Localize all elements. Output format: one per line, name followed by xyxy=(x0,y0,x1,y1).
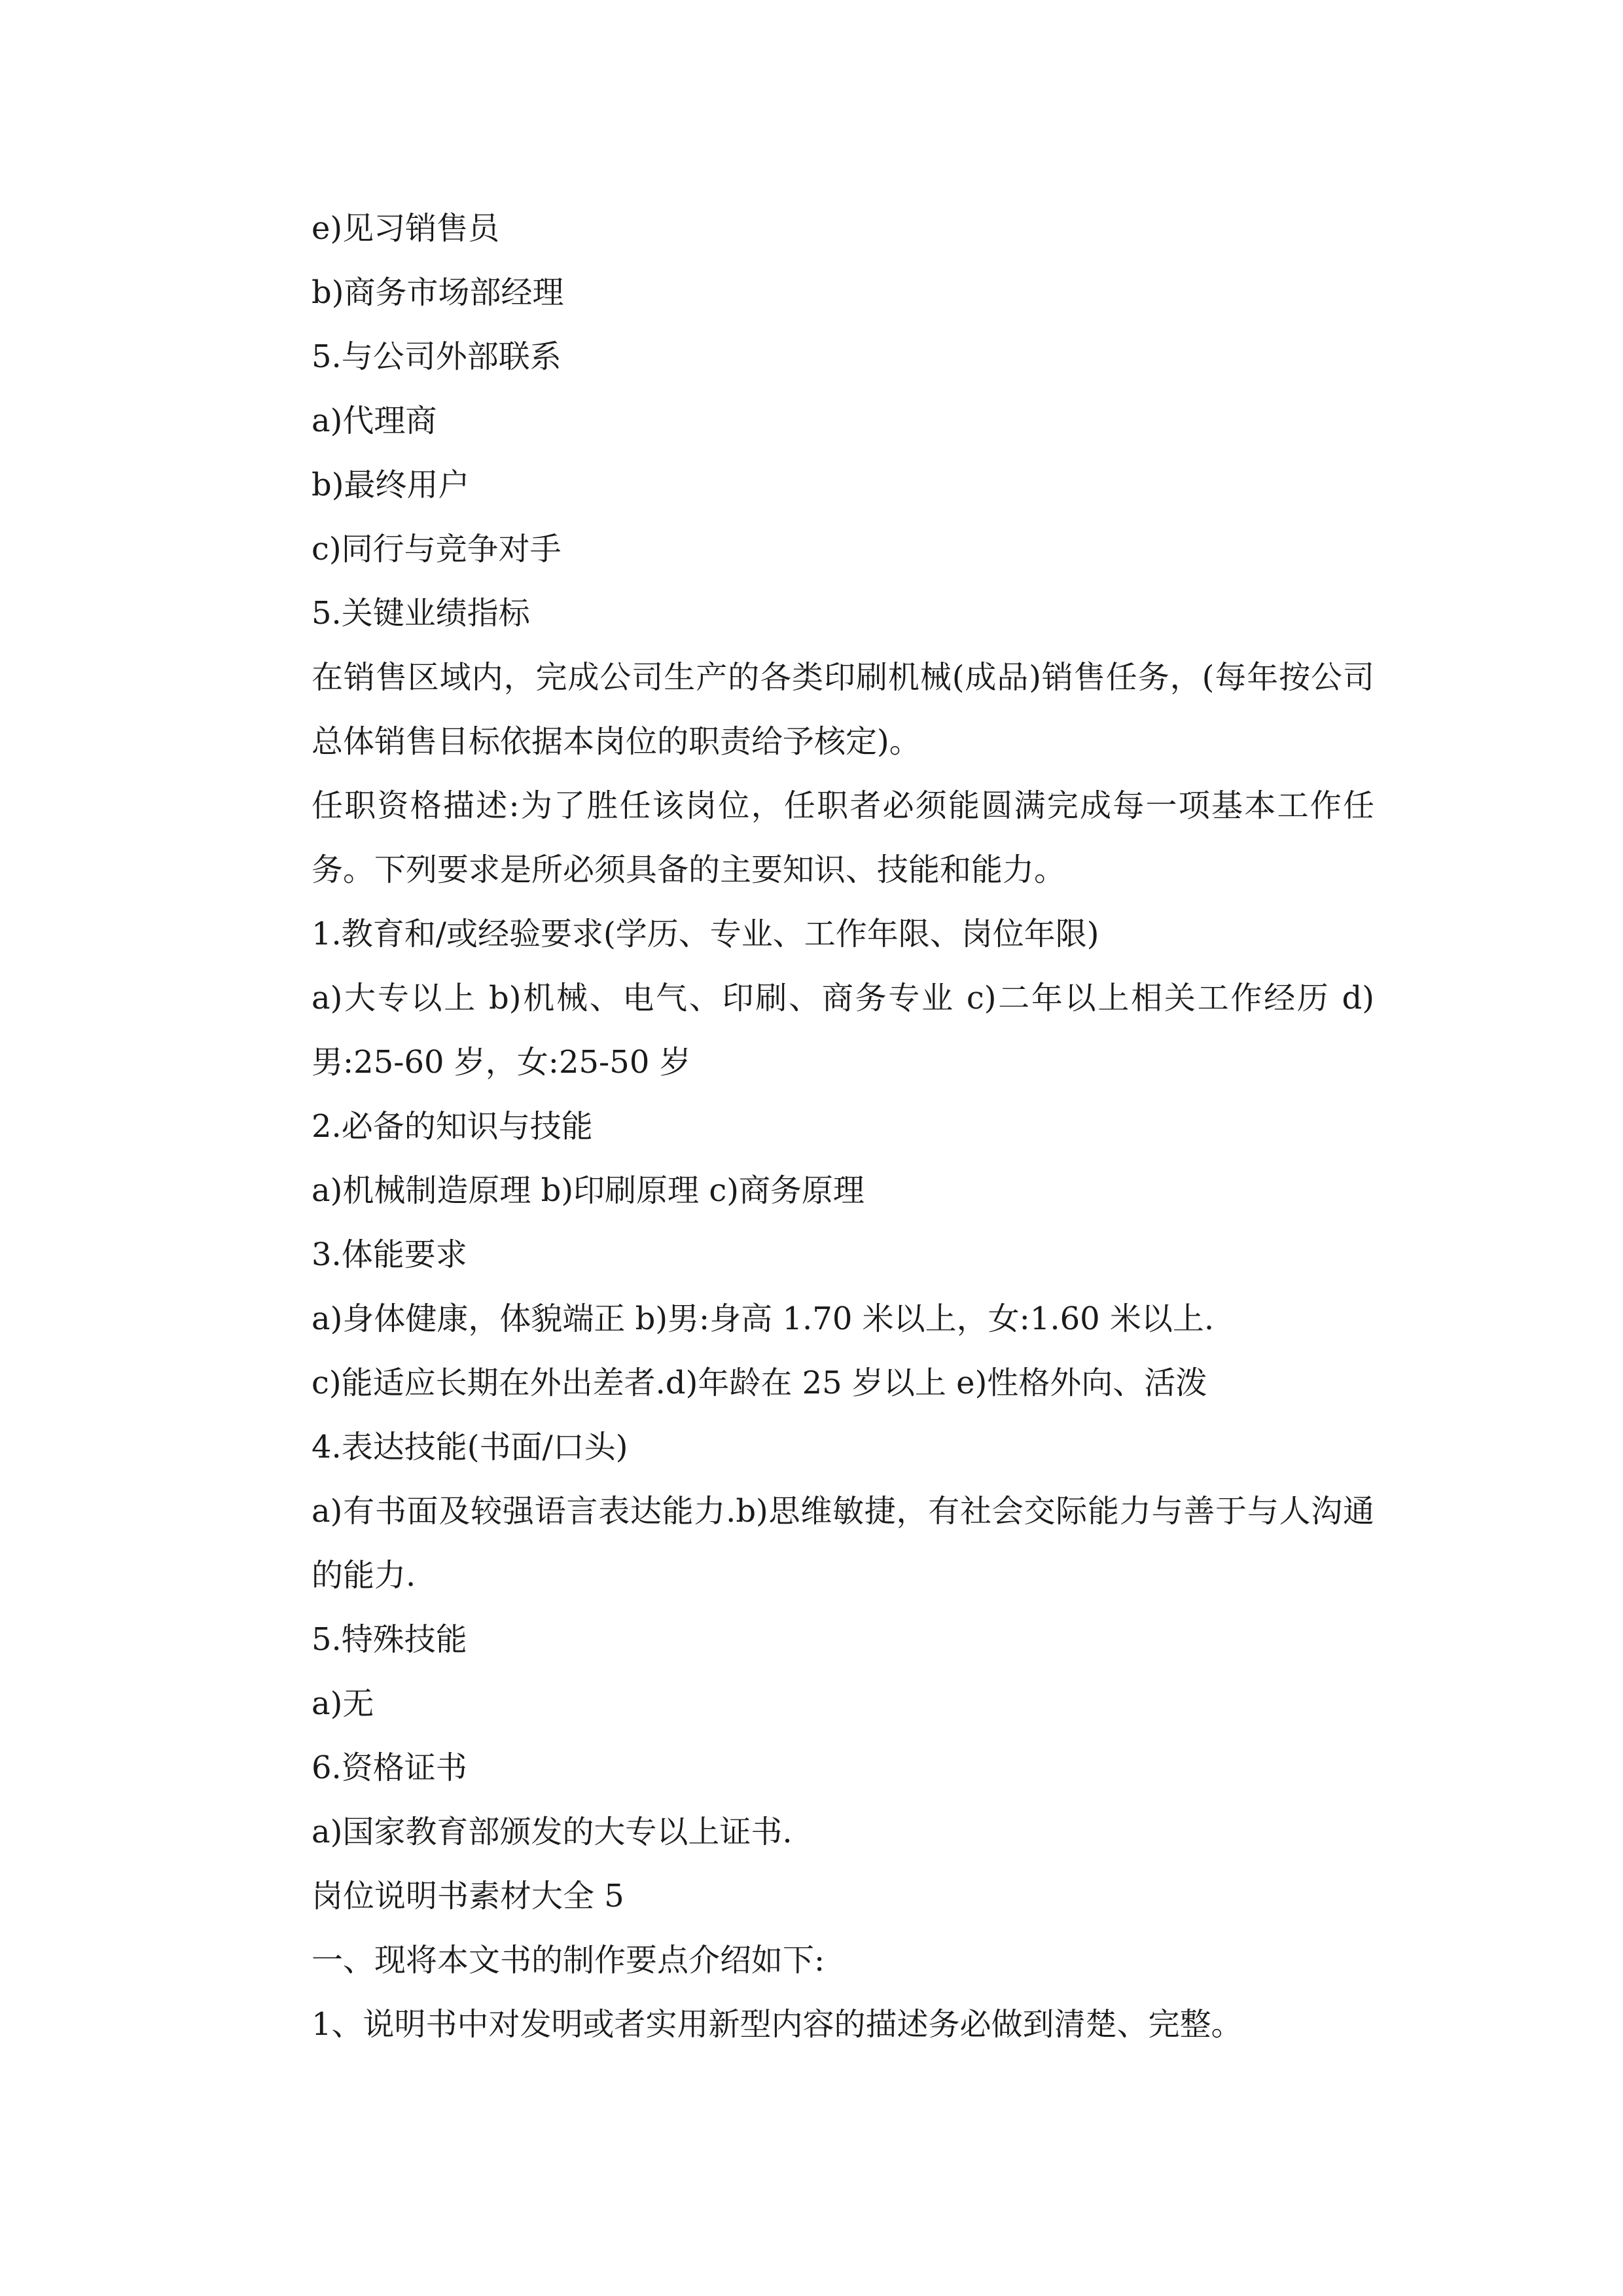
paragraph: a)无 xyxy=(312,1685,374,1722)
paragraph: 2.必备的知识与技能 xyxy=(312,1108,593,1145)
paragraph: 4.表达技能(书面/口头) xyxy=(312,1429,628,1465)
paragraph: a)代理商 xyxy=(312,403,437,439)
paragraph: 6.资格证书 xyxy=(312,1749,467,1786)
paragraph: a)机械制造原理 b)印刷原理 c)商务原理 xyxy=(312,1172,865,1209)
paragraph: 3.体能要求 xyxy=(312,1236,467,1273)
section-heading: 岗位说明书素材大全 5 xyxy=(312,1878,624,1914)
paragraph: b)商务市场部经理 xyxy=(312,274,564,311)
paragraph: c)能适应长期在外出差者.d)年龄在 25 岁以上 e)性格外向、活泼 xyxy=(312,1365,1207,1401)
paragraph: a)国家教育部颁发的大专以上证书. xyxy=(312,1814,793,1850)
paragraph: a)大专以上 b)机械、电气、印刷、商务专业 c)二年以上相关工作经历 d)男:25-60 岁，女:25-50 岁 xyxy=(312,980,1374,1081)
paragraph: b)最终用户 xyxy=(312,467,470,503)
paragraph: e)见习销售员 xyxy=(312,210,500,247)
paragraph: 1.教育和/或经验要求(学历、专业、工作年限、岗位年限) xyxy=(312,916,1099,952)
paragraph: 一、现将本文书的制作要点介绍如下: xyxy=(312,1942,825,1979)
document-body xyxy=(249,196,1374,2056)
paragraph: 在销售区域内，完成公司生产的各类印刷机械(成品)销售任务，(每年按公司总体销售目标依据本岗位的职责给予核定)。 xyxy=(312,659,1374,760)
paragraph: 任职资格描述:为了胜任该岗位，任职者必须能圆满完成每一项基本工作任务。下列要求是所必须具备的主要知识、技能和能力。 xyxy=(312,787,1374,888)
paragraph: 5.与公司外部联系 xyxy=(312,338,562,375)
paragraph: 5.关键业绩指标 xyxy=(312,595,530,632)
paragraph: 5.特殊技能 xyxy=(312,1621,467,1658)
paragraph: a)有书面及较强语言表达能力.b)思维敏捷，有社会交际能力与善于与人沟通的能力. xyxy=(312,1493,1374,1594)
paragraph: c)同行与竞争对手 xyxy=(312,531,562,567)
paragraph: 1、说明书中对发明或者实用新型内容的描述务必做到清楚、完整。 xyxy=(312,2006,1243,2043)
paragraph: a)身体健康，体貌端正 b)男:身高 1.70 米以上，女:1.60 米以上. xyxy=(312,1300,1215,1337)
